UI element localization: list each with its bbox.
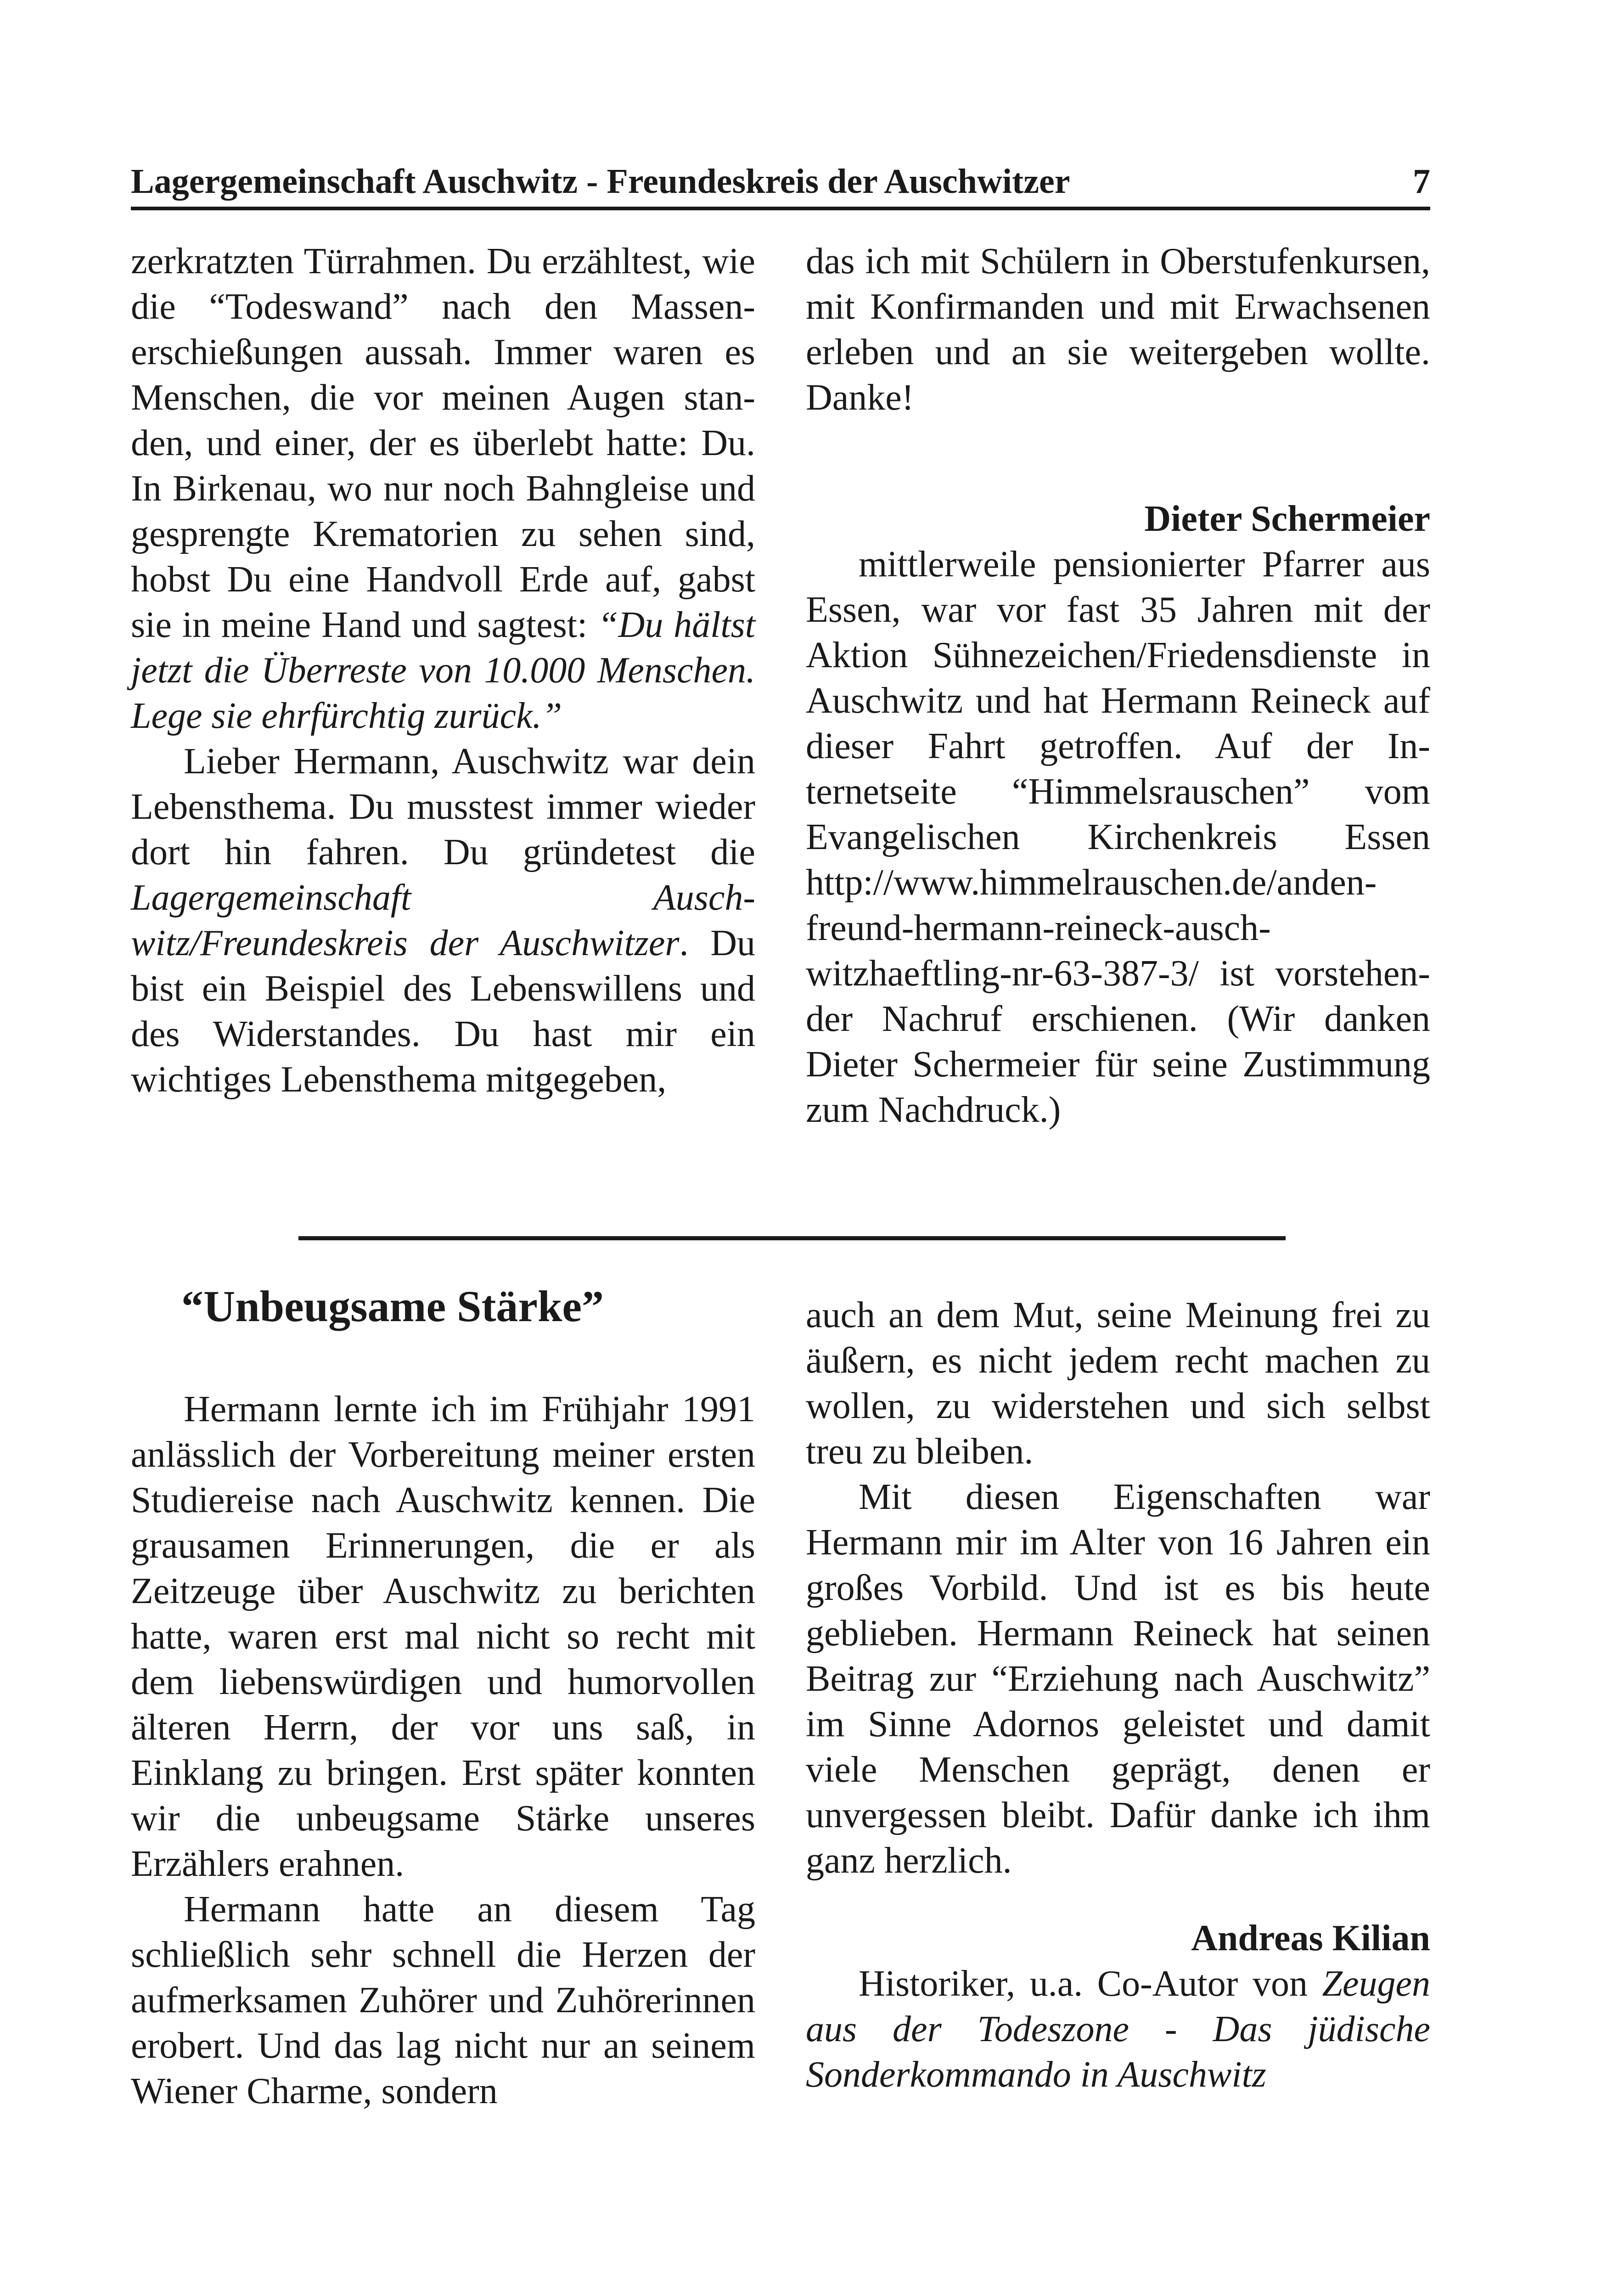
page-number: 7 [1413, 162, 1430, 201]
quote-text: “Du hältst jetzt die Überreste von 10.000 Menschen. Lege sie ehrfürchtig zurück.” [131, 605, 755, 736]
author-bio-text: Historiker, u.a. Co-Autor von [859, 1964, 1322, 2004]
paragraph [131, 739, 755, 1103]
author-bio [806, 1961, 1430, 2098]
paragraph-text: zerkratzten Türrahmen. Du erzähltest, wie die “Todeswand” nach den Massenerschießungen aussah. Immer waren es Menschen, die vor meinen Augen standen, und einer, der es überlebt hatte: Du. In Birkenau, wo nur noch Bahngleise und gesprengte Krematorien zu sehen sind, hobst Du eine Handvoll Erde auf, gabst sie in meine Hand und sagtest: [131, 241, 755, 645]
book-title: Zeugen aus der Todeszone - Das jüdische Sonderkommando in Auschwitz [806, 1964, 1430, 2095]
paragraph [131, 239, 755, 739]
running-header [131, 156, 1430, 210]
author-bio: mittlerweile pensionierter Pfarrer aus Essen, war vor fast 35 Jahren mit der Aktion Sühnezeichen/Friedensdienste in Auschwitz und hat Hermann Reineck auf dieser Fahrt getroffen. Auf der Internetseite “Himmelsrauschen” vom Evangelischen Kirchenkreis Essen http://www.himmelrauschen.de/anden-freund-hermann-reineck-auschwitzhaeftling-nr-63-387-3/ ist vorstehender Nachruf erschienen. (Wir danken Dieter Schermeier für seine Zustimmung zum Nachdruck.) [806, 544, 1430, 1130]
paragraph: auch an dem Mut, seine Meinung frei zu äußern, es nicht jedem recht machen zu wollen, zu widerstehen und sich selbst treu zu bleiben. [806, 1295, 1430, 1472]
paragraph: das ich mit Schülern in Oberstufenkursen, mit Konfirmanden und mit Erwachsenen erleben und an sie weitergeben wollte. Danke! [806, 241, 1430, 418]
author-signature: Andreas Kilian [1191, 1918, 1430, 1958]
column-top-right [806, 239, 1430, 1133]
column-bottom-right [806, 1293, 1430, 2098]
publication-title: Lagergemeinschaft Auschwitz - Freundeskreis der Auschwitzer [131, 162, 1070, 201]
organization-name: Lagergemeinschaft Auschwitz/Freundeskreis der Auschwitzer [131, 878, 755, 963]
paragraph-text: Lieber Hermann, Auschwitz war dein Lebensthema. Du musstest immer wieder dort hin fahren. Du gründetest die [131, 741, 755, 872]
paragraph: Hermann lernte ich im Frühjahr 1991 anlässlich der Vorbereitung meiner ersten Studiereise nach Auschwitz kennen. Die grausamen Erinnerungen, die er als Zeitzeuge über Auschwitz zu berichten hatte, waren erst mal nicht so recht mit dem liebenswürdigen und humorvollen älteren Herrn, der vor uns saß, in Einklang zu bringen. Erst später konnten wir die unbeugsame Stärke unseres Erzählers erahnen. [131, 1389, 755, 1884]
paragraph: Mit diesen Eigenschaften war Hermann mir im Alter von 16 Jahren ein großes Vorbild. Und ist es bis heute geblieben. Hermann Reineck hat seinen Beitrag zur “Erziehung nach Auschwitz” im Sinne Adornos geleistet und damit viele Menschen geprägt, denen er unvergessen bleibt. Dafür danke ich ihm ganz herzlich. [806, 1477, 1430, 1881]
paragraph-text: . Du bist ein Beispiel des Lebenswillens und des Widerstandes. Du hast mir ein wichtiges Lebensthema mitgegeben, [131, 923, 755, 1100]
paragraph: Hermann hatte an diesem Tag schließlich sehr schnell die Herzen der aufmerksamen Zuhörer und Zuhörerinnen erobert. Und das lag nicht nur an seinem Wiener Charme, sondern [131, 1889, 755, 2111]
column-top-left [131, 239, 755, 1103]
author-signature: Dieter Schermeier [1144, 499, 1430, 539]
article-heading: “Unbeugsame Stärke” [181, 1282, 604, 1331]
column-bottom-left [131, 1281, 755, 2114]
section-divider [298, 1236, 1286, 1240]
